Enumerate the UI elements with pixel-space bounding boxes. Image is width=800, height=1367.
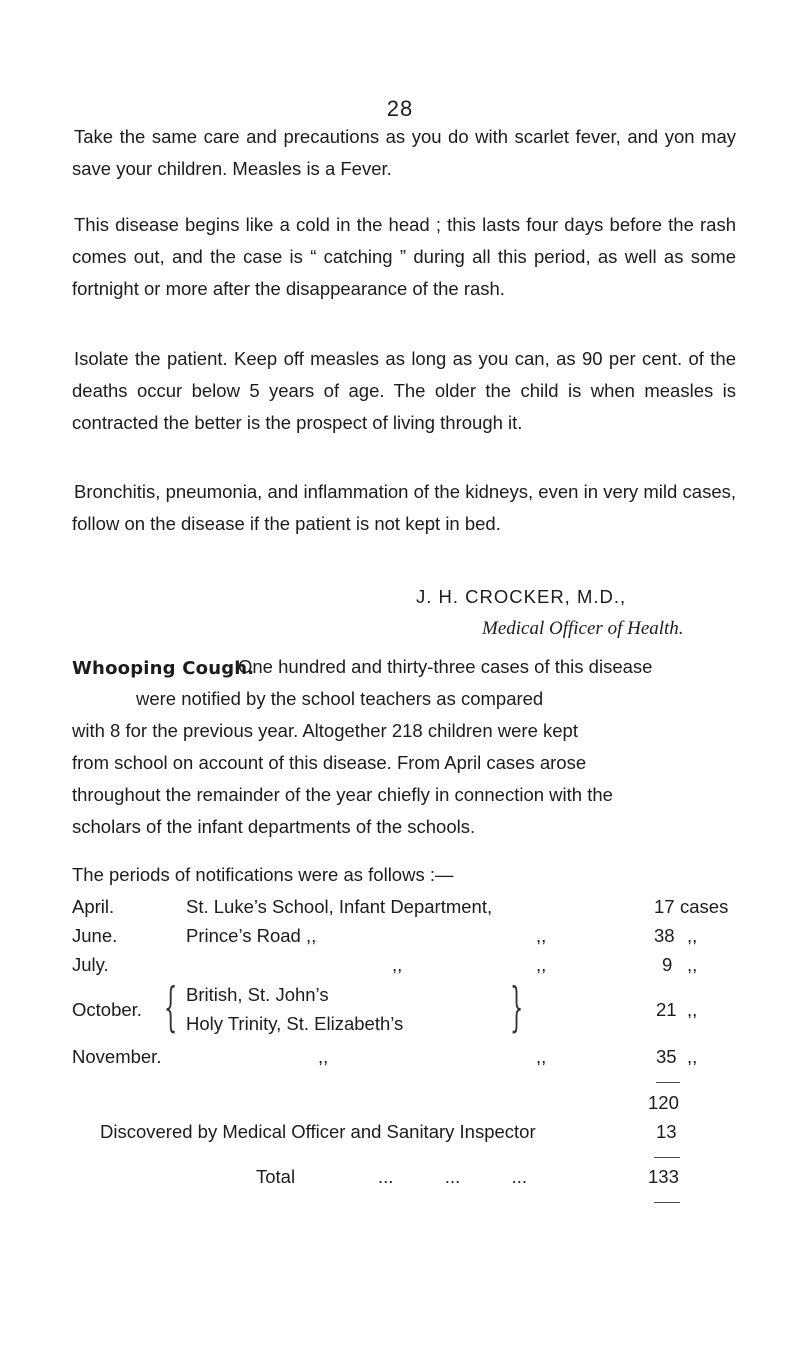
row-count: 38 bbox=[654, 925, 675, 946]
whooping-line: were notified by the school teachers as compared bbox=[136, 688, 544, 709]
total-count: 133 bbox=[648, 1166, 679, 1187]
row-school: Prince’s Road ,, bbox=[186, 925, 317, 946]
subtotal-count: 120 bbox=[648, 1092, 679, 1113]
row-unit: ,, bbox=[687, 999, 698, 1020]
row-school: ,, bbox=[392, 954, 403, 975]
signature-name: J. H. CROCKER, M.D., bbox=[416, 586, 627, 607]
row-unit: cases bbox=[680, 896, 729, 917]
discovered-count: 13 bbox=[656, 1121, 677, 1142]
row-count: 9 bbox=[662, 954, 673, 975]
whooping-line: One hundred and thirty-three cases of this disease bbox=[238, 656, 653, 677]
section-heading-whooping-cough: Whooping Cough. bbox=[72, 658, 255, 679]
paragraph-measles-care bbox=[72, 121, 736, 185]
paragraph-measles-course bbox=[72, 209, 736, 305]
row-month: June. bbox=[72, 925, 118, 946]
row-month: October. bbox=[72, 999, 142, 1020]
row-ditto: ,, bbox=[536, 954, 547, 975]
row-ditto: ,, bbox=[536, 1046, 547, 1067]
signature-title: Medical Officer of Health. bbox=[482, 618, 684, 639]
row-school: St. Luke’s School, Infant Department, bbox=[186, 896, 493, 917]
whooping-line: with 8 for the previous year. Altogether 218 children were kept bbox=[72, 720, 578, 741]
subtotal-rule bbox=[656, 1082, 680, 1083]
total-label: Total bbox=[256, 1166, 296, 1187]
row-month: April. bbox=[72, 896, 115, 917]
row-month: November. bbox=[72, 1046, 162, 1067]
total-underline bbox=[654, 1202, 680, 1203]
page-number: 28 bbox=[386, 96, 414, 121]
paragraph-isolation bbox=[72, 343, 736, 439]
whooping-line: scholars of the infant departments of the schools. bbox=[72, 816, 476, 837]
paragraph-text: Take the same care and precautions as you do with scarlet fever, and yon may save your children. Measles is a Fever. bbox=[72, 126, 736, 179]
whooping-line: throughout the remainder of the year chiefly in connection with the bbox=[72, 784, 613, 805]
left-brace: { bbox=[164, 978, 178, 1038]
row-month: July. bbox=[72, 954, 109, 975]
total-rule bbox=[654, 1157, 680, 1158]
row-unit: ,, bbox=[687, 1046, 698, 1067]
paragraph-complications bbox=[72, 476, 736, 540]
row-unit: ,, bbox=[687, 954, 698, 975]
right-brace: } bbox=[510, 978, 524, 1038]
row-school: ,, bbox=[318, 1046, 329, 1067]
row-unit: ,, bbox=[687, 925, 698, 946]
total-dots: ... ... ... bbox=[378, 1166, 528, 1187]
paragraph-text: Bronchitis, pneumonia, and inflammation of the kidneys, even in very mild cases, follow on the disease if the patient is not kept in bed. bbox=[72, 481, 736, 534]
row-count: 21 bbox=[656, 999, 677, 1020]
whooping-line: from school on account of this disease. From April cases arose bbox=[72, 752, 587, 773]
row-count: 35 bbox=[656, 1046, 677, 1067]
paragraph-text: Isolate the patient. Keep off measles as long as you can, as 90 per cent. of the deaths occur below 5 years of age. The older the child is when measles is contracted the better is the prospect of living through it. bbox=[72, 348, 736, 433]
row-school-a: British, St. John’s bbox=[186, 984, 329, 1005]
row-count: 17 bbox=[654, 896, 675, 917]
discovered-label: Discovered by Medical Officer and Sanitary Inspector bbox=[100, 1121, 536, 1142]
periods-intro: The periods of notifications were as follows :— bbox=[72, 864, 454, 885]
paragraph-text: This disease begins like a cold in the head ; this lasts four days before the rash comes out, and the case is “ catching ” during all this period, as well as some fortnight or more after the disappearance of the rash. bbox=[72, 214, 736, 299]
row-school-b: Holy Trinity, St. Elizabeth’s bbox=[186, 1013, 404, 1034]
row-ditto: ,, bbox=[536, 925, 547, 946]
